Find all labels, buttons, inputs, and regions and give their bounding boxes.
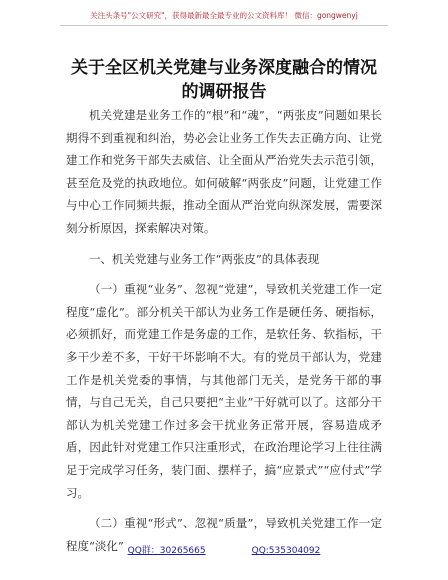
subsection-paragraph: （一）重视“业务”、忽视“党建”，导致机关党建工作一定程度“虚化”。部分机关干部认为业务工作是硬任务、硬指标，必须抓好，而党建工作是务虚的工作，是软任务、软指标，干多干少差不多，干好干坏影响不大。有的党员干部认为，党建工作是机关党委的事情，与其他部门无关，是党务干部的事情，与自己无关，自己只要把“主业”干好就可以了。这部分干部认为机关党建工作过多会干扰业务正常开展，容易造成矛盾，因此针对党建工作只注重形式，在政治理论学习上往往满足于完成学习任务，装门面、摆样子，搞“应景式”“应付式”学习。 xyxy=(66,282,382,500)
document-body xyxy=(66,104,382,565)
intro-paragraph: 机关党建是业务工作的“根”和“魂”，“两张皮”问题如果长期得不到重视和纠治，势必会让业务工作失去正确方向、让党建工作和党务干部失去威信、让全面从严治党失去示范引领，甚至危及党的执政地位。如何破解“两张皮”问题，让党建工作与中心工作同频共振，推动全面从严治党向纵深发展，需要深刻分析原因，探索解决对策。 xyxy=(66,108,382,235)
section-heading: 一、机关党建与业务工作“两张皮”的具体表现 xyxy=(89,251,320,266)
footer-contact xyxy=(0,543,448,556)
footer-qq[interactable]: QQ:535304092 xyxy=(251,546,321,556)
document-title: 关于全区机关党建与业务深度融合的情况的调研报告 xyxy=(71,58,377,102)
header-note: 关注头条号"公文研究"，获得最新最全最专业的公文资料库！ 微信：gongwenyj xyxy=(90,11,358,20)
footer-qq-group[interactable]: QQ群：30265665 xyxy=(127,546,206,556)
header-divider xyxy=(60,25,388,26)
subsection-heading: （二）重视“形式”、忽视“质量”，导致机关党建工作一定程度“淡化” xyxy=(66,516,382,553)
